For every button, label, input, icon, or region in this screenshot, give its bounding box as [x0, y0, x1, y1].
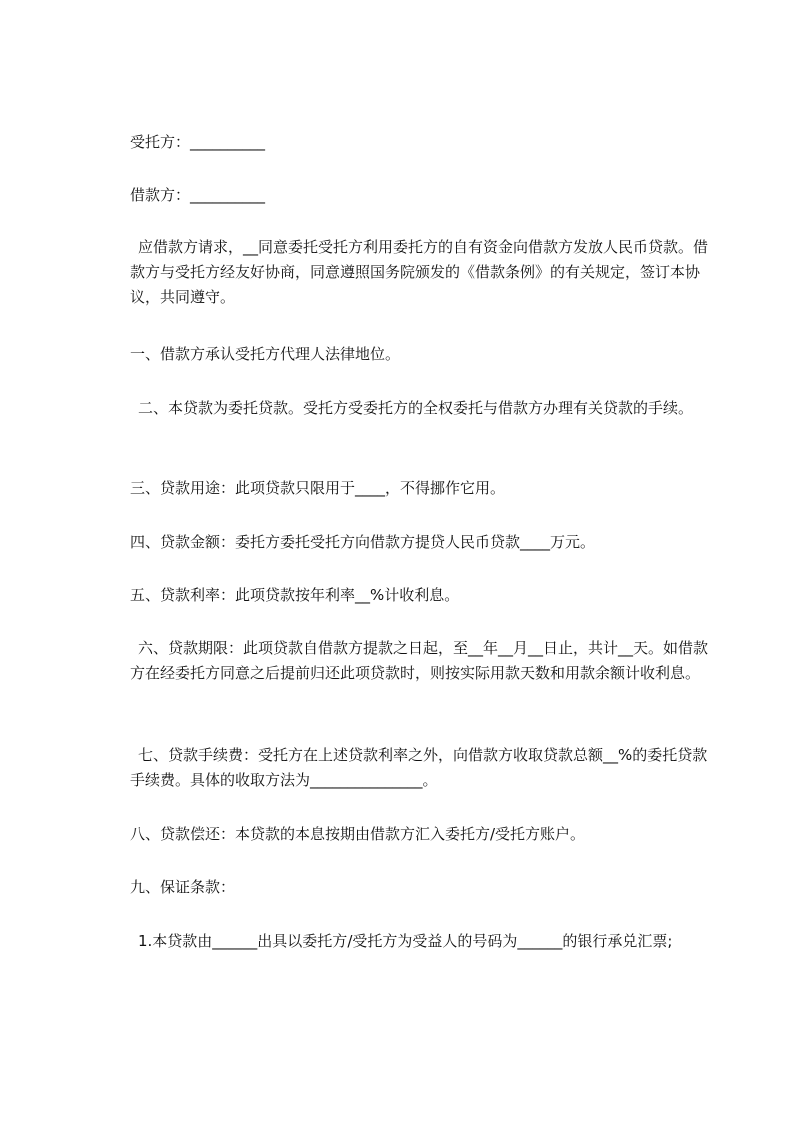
- clause-4: 四、贷款金额：委托方委托受托方向借款方提贷人民币贷款____万元。: [130, 533, 596, 551]
- clause-9-item-1: 1.本贷款由______出具以委托方/受托方为受益人的号码为______的银行承兑汇票;: [138, 932, 673, 950]
- clause-1: 一、借款方承认受托方代理人法律地位。: [130, 345, 401, 363]
- clause-8: 八、贷款偿还：本贷款的本息按期由借款方汇入委托方/受托方账户。: [130, 825, 586, 843]
- trustee-line: 受托方：__________: [130, 133, 266, 151]
- clause-6: 六、贷款期限：此项贷款自借款方提款之日起，至__年__月__日止，共计__天。如借款方在经委托方同意之后提前归还此项贷款时，则按实际用款天数和用款余额计收利息。: [130, 639, 709, 682]
- preamble-paragraph: 应借款方请求，__同意委托受托方利用委托方的自有资金向借款方发放人民币贷款。借款方与受托方经友好协商，同意遵照国务院颁发的《借款条例》的有关规定，签订本协议，共同遵守。: [130, 238, 709, 306]
- clause-5: 五、贷款利率：此项贷款按年利率__%计收利息。: [130, 586, 460, 604]
- borrower-line: 借款方：__________: [130, 186, 266, 204]
- clause-2: 二、本贷款为委托贷款。受托方受委托方的全权委托与借款方办理有关贷款的手续。: [138, 399, 694, 417]
- clause-7: 七、贷款手续费：受托方在上述贷款利率之外，向借款方收取贷款总额__%的委托贷款手续费。具体的收取方法为_______________。: [130, 746, 708, 789]
- clause-9: 九、保证条款：: [130, 878, 236, 896]
- clause-3: 三、贷款用途：此项贷款只限用于____，不得挪作它用。: [130, 479, 506, 497]
